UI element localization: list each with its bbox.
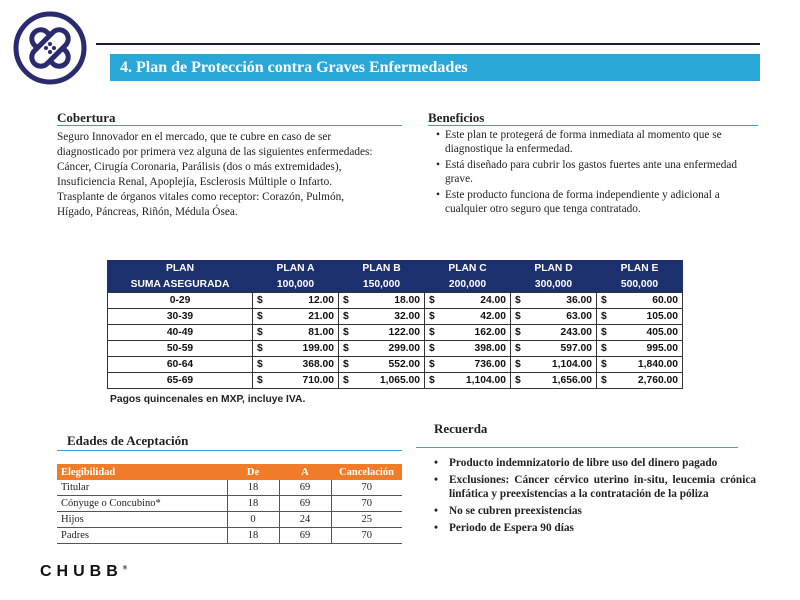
premium-price-cell — [511, 309, 597, 325]
premium-sum-row — [108, 276, 683, 293]
premium-price-cell — [597, 357, 683, 373]
premium-age-cell: 0-29 — [108, 293, 253, 309]
page-title: 4. Plan de Protección contra Graves Enfermedades — [110, 54, 760, 81]
premium-price-cell — [425, 309, 511, 325]
premium-price-cell — [425, 373, 511, 389]
remember-item: • Exclusiones: Cáncer cérvico uterino in-situ, leucemia crónica linfática y preexistencias a la contratación de la póliza — [434, 473, 756, 501]
premium-header-row — [108, 260, 683, 276]
chubb-logo — [40, 563, 127, 581]
ages-title: Edades de Aceptación — [67, 433, 189, 448]
premium-row — [108, 325, 683, 341]
premium-amount: 405.00 — [646, 327, 678, 338]
premium-price-cell — [253, 309, 339, 325]
ages-cell: 18 — [227, 480, 279, 496]
ages-header-row — [57, 464, 402, 480]
ages-cell: Cónyuge o Concubino* — [57, 496, 227, 512]
premium-amount: 1,065.00 — [379, 375, 420, 386]
premium-table-body — [108, 293, 683, 389]
currency-symbol: $ — [429, 295, 435, 306]
premium-price-cell — [511, 373, 597, 389]
premium-age-cell: 40-49 — [108, 325, 253, 341]
premium-row — [108, 373, 683, 389]
remember-item: • No se cubren preexistencias — [434, 504, 756, 518]
premium-header-cell: PLAN B — [339, 260, 425, 276]
premium-price-cell — [339, 373, 425, 389]
benefits-title: Beneficios — [428, 110, 485, 125]
premium-price-cell — [253, 357, 339, 373]
premium-amount: 995.00 — [646, 343, 678, 354]
currency-symbol: $ — [515, 327, 521, 338]
currency-symbol: $ — [257, 375, 263, 386]
ages-cell: Hijos — [57, 512, 227, 528]
remember-list — [434, 456, 756, 538]
benefit-item: • Este plan te protegerá de forma inmediata al momento que se diagnostique la enfermedad. — [436, 128, 746, 156]
premium-age-cell: 60-64 — [108, 357, 253, 373]
premium-amount: 736.00 — [474, 359, 506, 370]
premium-amount: 368.00 — [302, 359, 334, 370]
premium-row — [108, 309, 683, 325]
premium-amount: 199.00 — [302, 343, 334, 354]
ages-header-cell: Cancelación — [331, 464, 402, 480]
premium-amount: 710.00 — [302, 375, 334, 386]
premium-sum-cell: SUMA ASEGURADA — [108, 276, 253, 293]
premium-price-cell — [511, 357, 597, 373]
coverage-transplant: Trasplante de órganos vitales como receptor: Corazón, Pulmón, Hígado, Páncreas, Riñón, Médula Ósea. — [57, 191, 345, 218]
remember-item: • Periodo de Espera 90 días — [434, 521, 756, 535]
premium-table — [107, 260, 683, 389]
premium-header-cell: PLAN — [108, 260, 253, 276]
premium-amount: 42.00 — [480, 311, 506, 322]
ages-row — [57, 480, 402, 496]
currency-symbol: $ — [343, 327, 349, 338]
premium-header-cell: PLAN D — [511, 260, 597, 276]
premium-price-cell — [253, 373, 339, 389]
premium-sum-cell: 100,000 — [253, 276, 339, 293]
brand-name: CHUBB — [40, 563, 123, 580]
premium-price-cell — [425, 293, 511, 309]
premium-header-cell: PLAN C — [425, 260, 511, 276]
premium-price-cell — [597, 325, 683, 341]
premium-amount: 21.00 — [308, 311, 334, 322]
ages-cell: Titular — [57, 480, 227, 496]
ages-cell: 18 — [227, 528, 279, 544]
premium-amount: 122.00 — [388, 327, 420, 338]
premium-amount: 36.00 — [566, 295, 592, 306]
premium-sum-cell: 150,000 — [339, 276, 425, 293]
currency-symbol: $ — [601, 295, 607, 306]
premium-price-cell — [597, 309, 683, 325]
coverage-text — [57, 130, 377, 220]
premium-price-cell — [597, 373, 683, 389]
premium-price-cell — [511, 325, 597, 341]
currency-symbol: $ — [343, 311, 349, 322]
ages-cell: 70 — [331, 480, 402, 496]
premium-amount: 162.00 — [474, 327, 506, 338]
ages-row — [57, 528, 402, 544]
premium-amount: 243.00 — [560, 327, 592, 338]
ages-cell: 18 — [227, 496, 279, 512]
coverage-description: Seguro Innovador en el mercado, que te cubre en caso de ser diagnosticado por primera vez alguna de las siguientes enfermedades: Cáncer, Cirugía Coronaria, Parálisis (dos o más extremidades), Insuficiencia Renal, Apoplejía, Esclerosis Múltiple o Infarto. — [57, 131, 373, 188]
premium-price-cell — [339, 293, 425, 309]
premium-price-cell — [339, 357, 425, 373]
premium-header-cell: PLAN A — [253, 260, 339, 276]
ages-cell: 69 — [279, 496, 331, 512]
currency-symbol: $ — [515, 343, 521, 354]
currency-symbol: $ — [429, 359, 435, 370]
premium-sum-cell: 300,000 — [511, 276, 597, 293]
benefits-list — [436, 128, 746, 218]
currency-symbol: $ — [257, 295, 263, 306]
ages-header-cell: Elegibilidad — [57, 464, 227, 480]
premium-row — [108, 357, 683, 373]
premium-price-cell — [339, 325, 425, 341]
ages-cell: 24 — [279, 512, 331, 528]
premium-row — [108, 293, 683, 309]
currency-symbol: $ — [515, 295, 521, 306]
ages-cell: 0 — [227, 512, 279, 528]
ages-cell: 70 — [331, 528, 402, 544]
ages-cell: 69 — [279, 480, 331, 496]
premium-amount: 1,104.00 — [551, 359, 592, 370]
ages-cell: Padres — [57, 528, 227, 544]
premium-price-cell — [339, 309, 425, 325]
premium-amount: 2,760.00 — [637, 375, 678, 386]
premium-amount: 18.00 — [394, 295, 420, 306]
premium-price-cell — [425, 325, 511, 341]
ages-header-cell: A — [279, 464, 331, 480]
premium-price-cell — [253, 325, 339, 341]
ages-cell: 25 — [331, 512, 402, 528]
currency-symbol: $ — [429, 327, 435, 338]
premium-price-cell — [425, 341, 511, 357]
premium-price-cell — [339, 341, 425, 357]
benefits-divider — [428, 125, 758, 126]
premium-price-cell — [511, 341, 597, 357]
premium-amount: 1,656.00 — [551, 375, 592, 386]
remember-divider — [416, 447, 738, 448]
premium-price-cell — [253, 341, 339, 357]
premium-age-cell: 30-39 — [108, 309, 253, 325]
premium-amount: 299.00 — [388, 343, 420, 354]
premium-price-cell — [511, 293, 597, 309]
premium-amount: 24.00 — [480, 295, 506, 306]
premium-amount: 32.00 — [394, 311, 420, 322]
ages-cell: 70 — [331, 496, 402, 512]
currency-symbol: $ — [257, 311, 263, 322]
premium-amount: 552.00 — [388, 359, 420, 370]
currency-symbol: $ — [429, 343, 435, 354]
remember-title: Recuerda — [434, 421, 488, 436]
currency-symbol: $ — [515, 375, 521, 386]
premium-header-cell: PLAN E — [597, 260, 683, 276]
premium-price-cell — [253, 293, 339, 309]
ages-row — [57, 512, 402, 528]
currency-symbol: $ — [257, 327, 263, 338]
ages-table — [57, 464, 402, 544]
coverage-divider — [57, 125, 402, 126]
benefit-item: • Está diseñado para cubrir los gastos fuertes ante una enfermedad grave. — [436, 158, 746, 186]
premium-price-cell — [597, 341, 683, 357]
currency-symbol: $ — [601, 375, 607, 386]
currency-symbol: $ — [601, 327, 607, 338]
currency-symbol: $ — [515, 311, 521, 322]
remember-item: • Producto indemnizatorio de libre uso del dinero pagado — [434, 456, 756, 470]
currency-symbol: $ — [257, 343, 263, 354]
premium-amount: 12.00 — [308, 295, 334, 306]
premium-age-cell: 50-59 — [108, 341, 253, 357]
top-divider — [96, 43, 760, 45]
brand-mark: ® — [122, 565, 128, 572]
premium-amount: 1,104.00 — [465, 375, 506, 386]
currency-symbol: $ — [429, 375, 435, 386]
premium-amount: 398.00 — [474, 343, 506, 354]
ages-header-cell: De — [227, 464, 279, 480]
benefit-item: • Este producto funciona de forma independiente y adicional a cualquier otro seguro que tenga contratado. — [436, 188, 746, 216]
ages-row — [57, 496, 402, 512]
currency-symbol: $ — [343, 359, 349, 370]
premium-amount: 81.00 — [308, 327, 334, 338]
coverage-title: Cobertura — [57, 110, 116, 125]
premium-note: Pagos quincenales en MXP, incluye IVA. — [110, 394, 306, 405]
currency-symbol: $ — [515, 359, 521, 370]
premium-row — [108, 341, 683, 357]
premium-sum-cell: 200,000 — [425, 276, 511, 293]
premium-amount: 597.00 — [560, 343, 592, 354]
premium-sum-cell: 500,000 — [597, 276, 683, 293]
premium-price-cell — [597, 293, 683, 309]
premium-amount: 60.00 — [652, 295, 678, 306]
premium-amount: 105.00 — [646, 311, 678, 322]
ages-cell: 69 — [279, 528, 331, 544]
premium-amount: 63.00 — [566, 311, 592, 322]
currency-symbol: $ — [601, 311, 607, 322]
currency-symbol: $ — [429, 311, 435, 322]
currency-symbol: $ — [601, 343, 607, 354]
currency-symbol: $ — [343, 343, 349, 354]
ages-table-body — [57, 480, 402, 544]
currency-symbol: $ — [601, 359, 607, 370]
premium-price-cell — [425, 357, 511, 373]
currency-symbol: $ — [257, 359, 263, 370]
premium-age-cell: 65-69 — [108, 373, 253, 389]
currency-symbol: $ — [343, 375, 349, 386]
ages-divider — [57, 450, 402, 451]
bandage-logo-icon — [12, 10, 88, 86]
premium-amount: 1,840.00 — [637, 359, 678, 370]
currency-symbol: $ — [343, 295, 349, 306]
